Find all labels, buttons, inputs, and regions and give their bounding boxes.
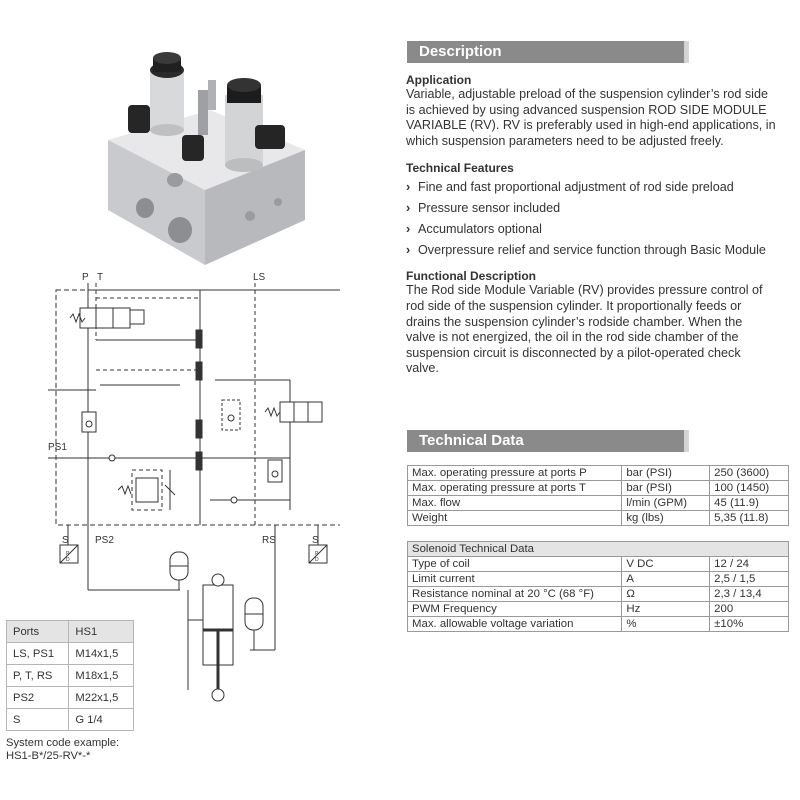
table-row	[408, 557, 789, 572]
functional-line: valve is not energized, the oil in the rod side chamber of the	[406, 330, 739, 345]
table-row	[7, 665, 134, 687]
tech-cell: 12 / 24	[710, 557, 789, 572]
solenoid-table-header	[408, 542, 789, 557]
ports-cell: LS, PS1	[7, 643, 69, 665]
tech-cell: 2,5 / 1,5	[710, 572, 789, 587]
table-row	[7, 709, 134, 731]
list-item	[406, 198, 796, 219]
feature-text: Pressure sensor included	[418, 201, 561, 216]
application-text	[406, 87, 796, 149]
ports-cell: P, T, RS	[7, 665, 69, 687]
list-item	[406, 240, 796, 261]
tech-cell: A	[622, 572, 710, 587]
tech-cell: ±10%	[710, 617, 789, 632]
ports-cell: S	[7, 709, 69, 731]
ports-header-hs1: HS1	[69, 621, 134, 643]
ports-cell: M14x1,5	[69, 643, 134, 665]
label-d-small-right: D	[315, 557, 319, 563]
system-code	[6, 737, 119, 763]
feature-text: Accumulators optional	[418, 222, 542, 237]
solenoid-title: Solenoid Technical Data	[408, 542, 789, 557]
label-d-small-left: D	[66, 557, 70, 563]
ports-table-header	[7, 621, 134, 643]
ports-cell: M18x1,5	[69, 665, 134, 687]
system-code-label: System code example:	[6, 737, 120, 749]
chevron-right-icon: ›	[406, 180, 411, 195]
label-p-small-left: P	[66, 551, 70, 557]
table-row	[408, 481, 789, 496]
application-line: which suspension parameters need to be adjusted freely.	[406, 133, 724, 148]
tech-cell: %	[622, 617, 710, 632]
tech-cell: bar (PSI)	[622, 481, 710, 496]
tech-cell: bar (PSI)	[622, 466, 710, 481]
tech-cell: 45 (11.9)	[710, 496, 789, 511]
list-item	[406, 219, 796, 240]
tech-cell: l/min (GPM)	[622, 496, 710, 511]
tech-cell: Ω	[622, 587, 710, 602]
ports-cell: G 1/4	[69, 709, 134, 731]
tech-cell: Max. allowable voltage variation	[408, 617, 622, 632]
tech-cell: V DC	[622, 557, 710, 572]
tech-cell: Weight	[408, 511, 622, 526]
functional-line: drains the suspension cylinder’s rodside chamber. When the	[406, 314, 743, 329]
tech-cell: Resistance nominal at 20 °C (68 °F)	[408, 587, 622, 602]
table-row	[408, 466, 789, 481]
label-p-small-right: P	[315, 551, 319, 557]
system-code-value: HS1-B*/25-RV*-*	[6, 750, 91, 762]
tech-cell: Max. operating pressure at ports P	[408, 466, 622, 481]
solenoid-table	[407, 541, 789, 632]
table-row	[408, 602, 789, 617]
description-header	[407, 41, 689, 63]
label-ps2: PS2	[95, 535, 114, 546]
application-line: Variable, adjustable preload of the suspension cylinder’s rod side	[406, 87, 768, 101]
table-row	[7, 687, 134, 709]
table-row	[408, 511, 789, 526]
application-line: is achieved by using advanced suspension ROD SIDE MODULE	[406, 102, 767, 117]
label-rs: RS	[262, 535, 276, 546]
tech-cell: 2,3 / 13,4	[710, 587, 789, 602]
application-line: VARIABLE (RV). RV is preferably used in high-end applications, in	[406, 118, 776, 133]
label-ls: LS	[253, 272, 266, 283]
ports-cell: M22x1,5	[69, 687, 134, 709]
functional-line: suspension circuit is disconnected by a pilot-operated check	[406, 345, 741, 360]
tech-cell: Limit current	[408, 572, 622, 587]
table-row	[408, 572, 789, 587]
chevron-right-icon: ›	[406, 201, 411, 216]
label-ps1: PS1	[48, 442, 67, 453]
label-s-left: S	[62, 535, 69, 546]
feature-text: Overpressure relief and service function through Basic Module	[418, 243, 766, 258]
ports-cell: PS2	[7, 687, 69, 709]
table-row	[408, 587, 789, 602]
feature-text: Fine and fast proportional adjustment of rod side preload	[418, 180, 734, 195]
tech-cell: PWM Frequency	[408, 602, 622, 617]
functional-line: valve.	[406, 361, 439, 376]
description-header-text: Description	[407, 41, 684, 63]
table-row	[408, 496, 789, 511]
table-row	[7, 643, 134, 665]
label-p: P	[82, 272, 89, 283]
ports-header-ports: Ports	[7, 621, 69, 643]
product-image	[100, 40, 310, 270]
label-t: T	[97, 272, 104, 283]
features-list	[406, 177, 796, 261]
description-body	[406, 73, 796, 377]
tech-cell: 5,35 (11.8)	[710, 511, 789, 526]
tech-cell: Max. flow	[408, 496, 622, 511]
list-item	[406, 177, 796, 198]
functional-line: rod side of the suspension cylinder. It proportionally feeds or	[406, 298, 742, 313]
label-s-right: S	[312, 535, 319, 546]
technical-header-text: Technical Data	[407, 430, 684, 452]
ports-table	[6, 620, 134, 731]
technical-header	[407, 430, 689, 452]
functional-text	[406, 283, 796, 377]
tech-cell: 250 (3600)	[710, 466, 789, 481]
tech-cell: 100 (1450)	[710, 481, 789, 496]
chevron-right-icon: ›	[406, 222, 411, 237]
functional-title: Functional Description	[406, 269, 537, 284]
tech-cell: Hz	[622, 602, 710, 617]
tech-cell: kg (lbs)	[622, 511, 710, 526]
tech-cell: Type of coil	[408, 557, 622, 572]
functional-line: The Rod side Module Variable (RV) provides pressure control of	[406, 283, 763, 298]
application-title: Application	[406, 73, 472, 87]
table-row	[408, 617, 789, 632]
tech-cell: 200	[710, 602, 789, 617]
features-title: Technical Features	[406, 161, 514, 176]
tech-cell: Max. operating pressure at ports T	[408, 481, 622, 496]
technical-table	[407, 465, 789, 526]
chevron-right-icon: ›	[406, 243, 411, 258]
